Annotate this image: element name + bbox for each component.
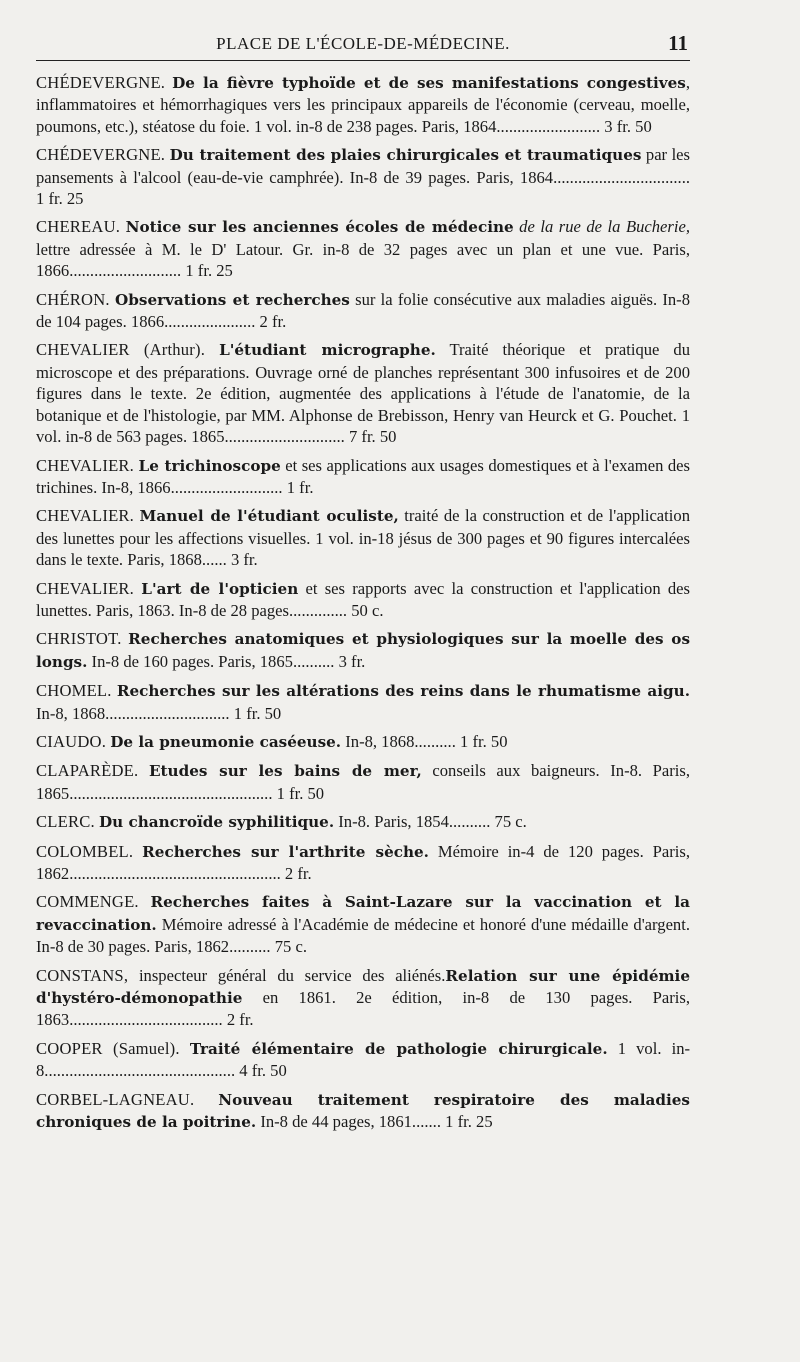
entry-author: CHEVALIER. — [36, 455, 135, 475]
entry-author: CHEVALIER (Arthur). — [36, 340, 206, 360]
entry-title: Relation sur une épidémie d'hystéro-démonopathie — [36, 966, 690, 1008]
entry-title: Du chancroïde syphilitique. — [98, 813, 335, 832]
entry-price: 2 fr. — [259, 312, 287, 332]
catalogue-entry — [36, 811, 690, 833]
entry-details: et ses applications aux usages domestiques et à l'examen des trichines. In-8, 1866........................... — [36, 455, 690, 497]
entry-price: 1 fr. 25 — [445, 1112, 493, 1132]
entry-author: CHEREAU. — [36, 217, 121, 237]
entry-author: COLOMBEL. — [36, 841, 134, 861]
entry-author: CORBEL-LAGNEAU. — [36, 1089, 195, 1109]
catalogue-entries — [36, 72, 690, 1140]
entry-title-italic: de la rue de la Bucherie, — [513, 217, 690, 237]
entry-details: In-8 de 160 pages. Paris, 1865.......... — [87, 651, 335, 671]
catalogue-entry — [36, 455, 690, 499]
entry-price: 3 fr. 50 — [604, 116, 652, 136]
entry-author: CHÉDEVERGNE. — [36, 73, 166, 92]
entry-author: COMMENGE. — [36, 892, 139, 912]
entry-price: 7 fr. 50 — [348, 427, 397, 447]
entry-author: CHEVALIER. — [36, 578, 135, 598]
entry-author-note: inspecteur général du service des aliénés. — [138, 965, 446, 985]
catalogue-entry — [36, 289, 690, 333]
entry-author: CONSTANS, — [36, 965, 129, 985]
entry-title: Traité élémentaire de pathologie chirurgicale. — [189, 1039, 608, 1058]
catalogue-entry — [36, 680, 690, 724]
entry-details: Mémoire adressé à l'Académie de médecine et honoré d'une médaille d'argent. In-8 de 30 pages. Paris, 1862.......... — [36, 914, 690, 957]
catalogue-entry — [36, 505, 690, 570]
catalogue-entry — [36, 731, 690, 753]
entry-details: In-8 de 44 pages, 1861....... — [256, 1112, 441, 1132]
entry-details: In-8, 1868.............................. — [36, 703, 230, 723]
entry-title: De la fièvre typhoïde et de ses manifestations congestives — [172, 74, 686, 92]
entry-details: traité de la construction et de l'application des lunettes pour les affections visuelles. 1 vol. in-18 jésus de 300 pages et 90 figures intercalées dans le texte. Paris, 1868...... — [36, 506, 690, 570]
entry-title: Recherches faites à Saint-Lazare sur la vaccination et la revaccination. — [36, 893, 690, 934]
entry-price: 4 fr. 50 — [239, 1061, 287, 1081]
entry-author: CLERC. — [36, 812, 95, 832]
running-head — [36, 30, 690, 61]
entry-title: Du traitement des plaies chirurgicales et traumatiques — [169, 146, 642, 165]
entry-details: sur la folie consécutive aux maladies aiguës. In-8 de 104 pages. 1866...................... — [36, 289, 690, 332]
catalogue-entry — [36, 760, 690, 804]
entry-details: , inflammatoires et hémorrhagiques vers les principaux appareils de l'économie (cerveau, moelle, poumons, etc.), stéatose du foie. 1 vol. in-8 de 238 pages. Paris, 1864......................... — [36, 73, 690, 136]
entry-details: et ses rapports avec la construction et l'application des lunettes. Paris, 1863. In-8 de 28 pages.............. — [36, 578, 690, 620]
catalogue-entry — [36, 1038, 690, 1082]
running-title: PLACE DE L'ÉCOLE-DE-MÉDECINE. — [216, 34, 510, 53]
entry-price: 2 fr. — [226, 1010, 254, 1030]
entry-author: CHOMEL. — [36, 681, 112, 701]
page-number: 11 — [668, 31, 688, 55]
entry-details: In-8, 1868.......... — [341, 731, 456, 751]
entry-author: CIAUDO. — [36, 731, 107, 751]
entry-author: COOPER (Samuel). — [36, 1038, 180, 1058]
entry-author: CHEVALIER. — [36, 506, 135, 526]
entry-author: CLAPARÈDE. — [36, 761, 139, 781]
entry-title: De la pneumonie caséeuse. — [110, 732, 342, 751]
entry-title: L'étudiant micrographe. — [219, 341, 436, 360]
catalogue-entry — [36, 144, 690, 209]
entry-price: 1 fr. 50 — [460, 731, 508, 751]
entry-title: Observations et recherches — [115, 290, 350, 309]
entry-title: Manuel de l'étudiant oculiste, — [139, 507, 399, 526]
catalogue-entry — [36, 339, 690, 447]
entry-title: Recherches sur l'arthrite sèche. — [142, 842, 429, 861]
entry-details: par les pansements à l'alcool (eau-de-vie camphrée). In-8 de 39 pages. Paris, 1864................................. — [36, 145, 690, 187]
entry-details: Mémoire in-4 de 120 pages. Paris, 1862................................................... — [36, 841, 691, 883]
entry-price: 75 c. — [494, 812, 527, 832]
catalogue-entry — [36, 965, 690, 1031]
entry-title: Nouveau traitement respiratoire des maladies chroniques de la poitrine. — [36, 1090, 690, 1132]
entry-price: 1 fr. 25 — [185, 261, 233, 281]
catalogue-entry — [36, 891, 690, 957]
entry-details: lettre adressée à M. le D' Latour. Gr. in-8 de 32 pages avec un plan et une vue. Paris, 1866........................... — [36, 239, 690, 281]
catalogue-entry — [36, 72, 690, 137]
entry-title: Le trichinoscope — [138, 456, 281, 475]
catalogue-entry — [36, 628, 690, 673]
entry-title: L'art de l'opticien — [141, 579, 299, 598]
entry-price: 50 c. — [351, 600, 384, 620]
entry-price: 1 fr. 50 — [233, 703, 282, 723]
entry-details: conseils aux baigneurs. In-8. Paris, 1865................................................. — [36, 761, 691, 803]
entry-author: CHÉRON. — [36, 289, 110, 309]
entry-price: 3 fr. — [230, 550, 258, 570]
entry-details: In-8. Paris, 1854.......... — [334, 812, 491, 832]
entry-title: Recherches anatomiques et physiologiques sur la moelle des os longs. — [36, 630, 690, 671]
entry-price: 75 c. — [274, 937, 308, 957]
entry-price: 1 fr. 50 — [276, 783, 325, 803]
catalogue-entry — [36, 841, 690, 885]
entry-details: en 1861. 2e édition, in-8 de 130 pages. Paris, 1863..................................... — [36, 988, 690, 1030]
entry-title: Etudes sur les bains de mer, — [148, 762, 422, 781]
entry-title: Notice sur les anciennes écoles de médecine — [125, 218, 514, 237]
entry-details: 1 vol. in-8.............................................. — [36, 1038, 691, 1081]
catalogue-entry — [36, 578, 690, 622]
entry-price: 1 fr. — [286, 477, 314, 497]
entry-price: 1 fr. 25 — [36, 189, 84, 209]
entry-price: 2 fr. — [284, 864, 312, 883]
catalogue-entry — [36, 1089, 690, 1134]
entry-price: 3 fr. — [338, 651, 366, 671]
entry-author: CHÉDEVERGNE. — [36, 145, 166, 165]
entry-title: Recherches sur les altérations des reins dans le rhumatisme aigu. — [116, 682, 690, 701]
catalogue-entry — [36, 216, 690, 281]
entry-details: Traité théorique et pratique du microscope et des préparations. Ouvrage orné de planches représentant 300 infusoires et de 200 figures dans le texte. 2e édition, augmentée des applications à l'étude de l'anatomie, de la botanique et de l'histologie, par MM. Alphonse de Brebisson, Henry van Heurck et G. Pouchet. 1 vol. in-8 de 563 pages. 1865............................. — [36, 340, 690, 447]
entry-author: CHRISTOT. — [36, 629, 122, 649]
